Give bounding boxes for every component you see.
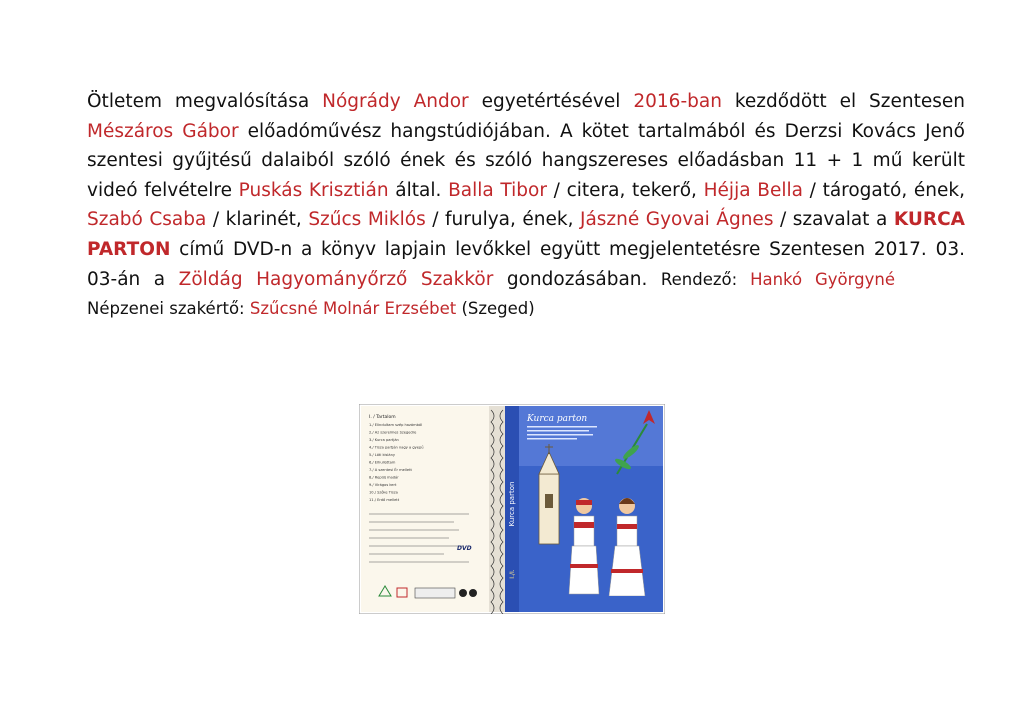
text-segment: Szabó Csaba (87, 209, 207, 231)
text-segment: Nógrády Andor (322, 91, 469, 112)
decorative-border (489, 406, 505, 612)
tracklist-heading: I. / Tartalom (369, 415, 396, 420)
track-item: 7./ A szentesi Ér mellett (369, 468, 412, 472)
text-segment: Mészáros Gábor (87, 120, 239, 142)
text-segment: KURCA PARTON (87, 209, 965, 260)
text-segment: Hankó Györgyné (750, 269, 895, 289)
text-segment: Zöldág Hagyományőrző Szakkör (178, 268, 494, 290)
text-segment: Szűcs Miklós (308, 209, 426, 231)
text-segment: 2016-ban (633, 91, 722, 112)
text-segment: Rendező: (660, 269, 751, 289)
track-item: 5./ Lóti kislány (369, 453, 396, 457)
text-segment: kezdődött el Szentesen (721, 91, 965, 112)
dvd-logo: DVD (457, 545, 472, 552)
track-item: 3./ Kurca partján (369, 438, 399, 442)
track-item: 10./ Szőke Tisza (369, 490, 398, 495)
spine-title: Kurca parton (508, 481, 516, 527)
text-segment: Szűcsné Molnár Erzsébet (249, 299, 457, 319)
text-segment: által. (388, 179, 449, 201)
track-item: 11./ Erdő mellett (369, 498, 400, 502)
text-segment: című DVD-n a könyv lapjain levőkkel együtt megjelentetésre Szentesen 2017. 03. 03-án a (87, 238, 965, 290)
track-item: 8./ Repülj madár (369, 475, 399, 480)
dvd-cover-image (359, 404, 665, 614)
front-title: Kurca parton (527, 414, 588, 424)
text-segment: előadóművész hangstúdiójában. A kötet tartalmából és Derzsi Kovács Jenő szentesi gyűjtésű dalaiból szóló ének és szóló hangszereses előadásban 11 + 1 mű került videó felvételre (87, 120, 965, 201)
text-segment: gondozásában. (493, 268, 661, 290)
text-segment: Népzenei szakértő: (87, 299, 250, 319)
text-segment: / szavalat a (773, 209, 894, 231)
track-item: 4./ Tisza partján nagy a gyepű (369, 445, 424, 450)
text-segment: / citera, tekerő, (546, 179, 704, 201)
text-segment: Puskás Krisztián (238, 179, 389, 201)
text-segment: (Szeged) (456, 299, 535, 319)
text-segment: / klarinét, (206, 209, 309, 231)
track-item: 9./ Virágos kert (369, 483, 397, 487)
track-item: 1./ Elindultam szép hazámból (369, 423, 423, 427)
text-segment: Ötletem megvalósítása (87, 91, 323, 112)
text-segment: / tárogató, ének, (802, 179, 965, 201)
spine-volume: I./I. (509, 569, 516, 579)
text-segment: egyetértésével (468, 91, 634, 112)
body-paragraph (87, 87, 965, 324)
track-item: 2./ Az szerelmes Szegedre (369, 430, 417, 435)
text-segment: Balla Tibor (448, 179, 547, 201)
text-segment: Jászné Gyovai Ágnes (580, 209, 774, 231)
track-item: 6./ Elhullottam (369, 460, 396, 465)
text-segment: Héjja Bella (703, 179, 803, 201)
dvd-back-cover (361, 406, 489, 612)
text-segment: / furulya, ének, (425, 209, 580, 231)
